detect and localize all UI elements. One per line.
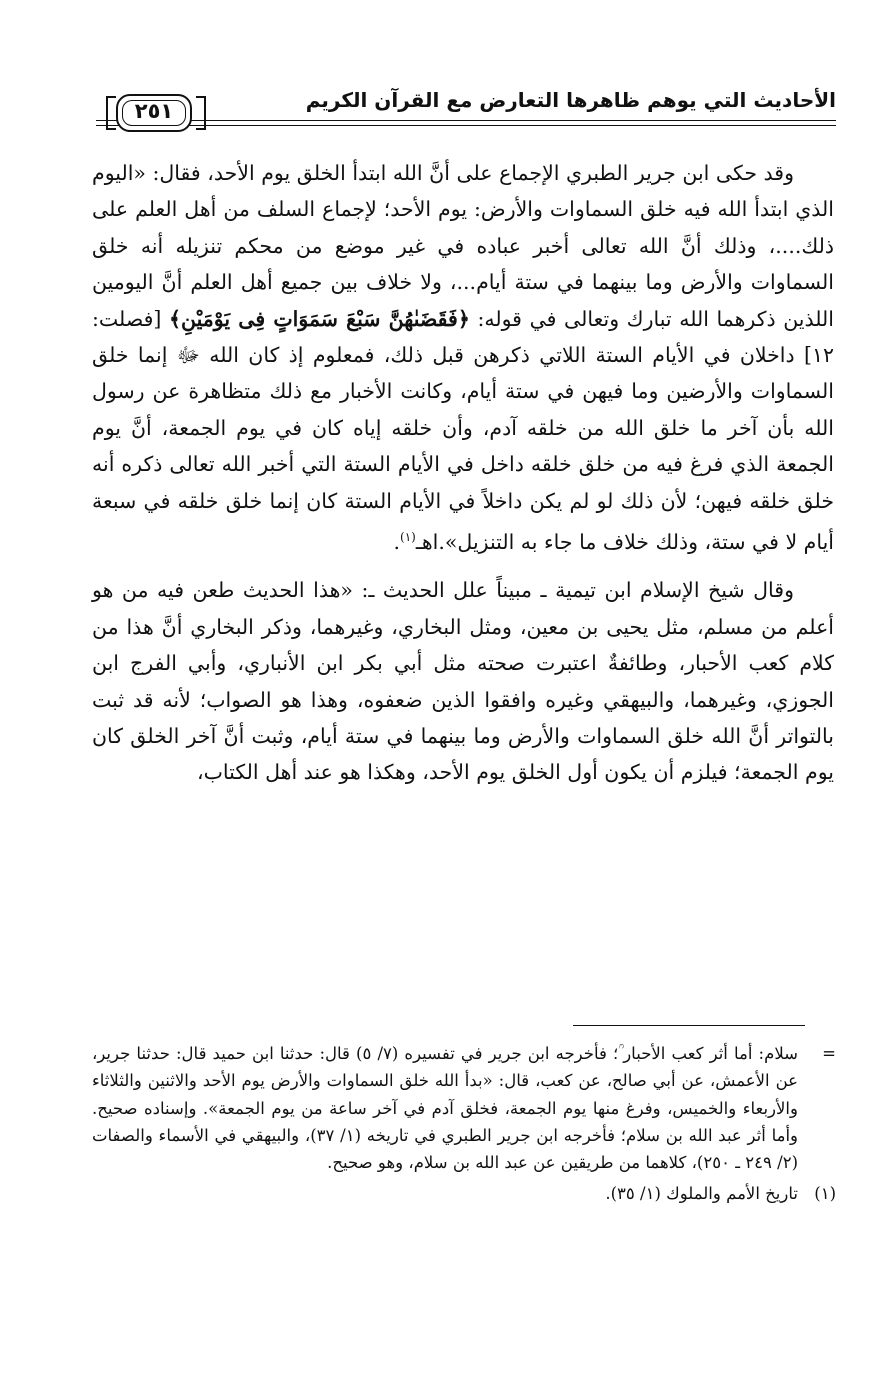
main-text <box>92 155 834 803</box>
paragraph-2: وقال شيخ الإسلام ابن تيمية ـ مبيناً علل الحديث ـ: «هذا الحديث طعن فيه من هو أعلم من مسلم، مثل يحيى بن معين، ومثل البخاري، وغيرهما، وذكر البخاري أنَّ هذا من كلام كعب الأحبار، وطائفةٌ اعتبرت صحته مثل أبي بكر ابن الأنباري، وأبي الفرج ابن الجوزي، وغيرهما، والبيهقي وغيره وافقوا الذين ضعفوه، وهذا هو الصواب؛ لأنه قد ثبت بالتواتر أنَّ الله خلق السماوات والأرض وما بينهما في ستة أيام، وثبت أنَّ آخر الخلق كان يوم الجمعة؛ فيلزم أن يكون أول الخلق يوم الأحد، وهكذا هو عند أهل الكتاب، <box>92 578 834 785</box>
page-number: ٢٥١ <box>134 99 174 123</box>
footnote-separator <box>573 1025 805 1026</box>
paragraph-1-continuation: [فصلت: ١٢] داخلان في الأيام الستة اللاتي ذكرهن قبل ذلك، فمعلوم إذ كان الله ﷻ إنما خلق السماوات والأرضين وما فيهن في ستة أيام، وكانت الأخبار مع ذلك متظاهرة عن رسول الله بأن آخر ما خلق الله من خلقه آدم، وأن خلقه إياه كان في يوم الجمعة، أنَّ يوم الجمعة الذي فرغ فيه من خلق خلقه داخل في الأيام الستة التي أخبر الله تعالى ذكره أنه خلق خلقه فيهن؛ لأن ذلك لو لم يكن داخلاً في الأيام الستة كان إنما خلق خلقه في سبعة أيام لا في ستة، وذلك خلاف ما جاء به التنزيل».اهـ <box>92 306 834 554</box>
footnote-marker: (١) <box>814 1184 836 1204</box>
footnote-1 <box>92 1180 836 1207</box>
footnote-text: سلام: أما أثر كعب الأحبار ؒ؛ فأخرجه ابن جرير في تفسيره (٧/ ٥) قال: حدثنا ابن حميد قال: حدثنا جرير، عن الأعمش، عن أبي صالح، عن كعب، قال: «بدأ الله خلق السماوات والأرض يوم الأحد والاثنين والثلاثاء والأربعاء والخميس، وفرغ منها يوم الجمعة، فخلق آدم في آخر ساعة من يوم الجمعة». وإسناده صحيح. وأما أثر عبد الله بن سلام؛ فأخرجه ابن جرير الطبري في تاريخه (١/ ٣٧)، والبيهقي في الأسماء والصفات (٢/ ٢٤٩ ـ ٢٥٠)، كلاهما من طريقين عن عبد الله بن سلام، وهو صحيح. <box>92 1044 798 1173</box>
quran-verse: ﴿فَقَضَىٰهُنَّ سَبْعَ سَمَوَاتٍ فِى يَوْمَيْنِ﴾ <box>169 306 470 331</box>
page-header <box>96 86 836 136</box>
page-number-bracket-left <box>106 96 116 130</box>
paragraph-1-end: . <box>393 529 401 554</box>
running-title: الأحاديث التي يوهم ظاهرها التعارض مع القرآن الكريم <box>300 86 836 114</box>
paragraph-1 <box>92 155 834 560</box>
footnote-marker: = <box>822 1044 836 1063</box>
footnote-text: تاريخ الأمم والملوك (١/ ٣٥). <box>605 1184 798 1204</box>
footnote-ref-1[interactable]: (١) <box>400 530 416 545</box>
page-number-bracket-right <box>196 96 206 130</box>
paragraph-1-text: وقد حكى ابن جرير الطبري الإجماع على أنَّ الله ابتدأ الخلق يوم الأحد، فقال: «اليوم الذي ابتدأ الله فيه خلق السماوات والأرض: يوم الأحد؛ لإجماع السلف من أهل العلم على ذلك....، وذلك أنَّ الله تعالى أخبر عباده في غير موضع من محكم تنزيله أنه خلق السماوات والأرض وما بينهما في ستة أيام...، ولا خلاف بين جميع أهل العلم أنَّ اليومين اللذين ذكرهما الله تبارك وتعالى في قوله: <box>92 161 834 331</box>
footnote-continued <box>92 1040 836 1176</box>
header-rule-top <box>96 120 836 121</box>
footnotes <box>92 1040 836 1212</box>
header-rule-bottom <box>96 125 836 126</box>
page-number-frame <box>116 94 192 132</box>
